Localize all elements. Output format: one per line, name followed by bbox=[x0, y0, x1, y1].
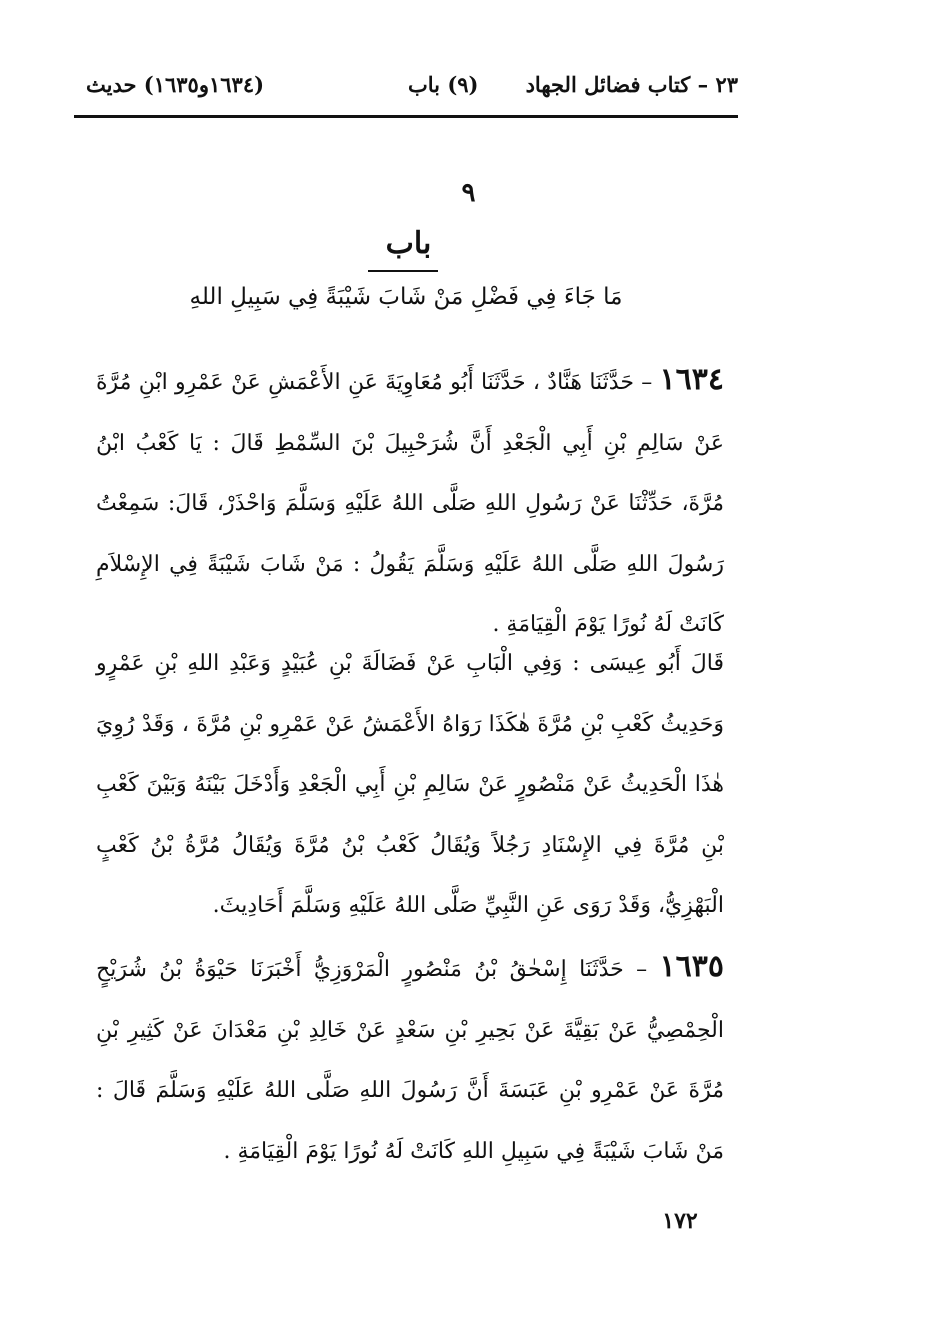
chapter-number: ٩ bbox=[461, 178, 476, 208]
commentary-text: قَالَ أَبُو عِيسَى : وَفِي الْبَابِ عَنْ فَضَالَةَ بْنِ عُبَيْدٍ وَعَبْدِ اللهِ بْنِ عَمْرٍو وَحَدِيثُ كَعْبِ بْنِ مُرَّةَ هٰكَذَا رَوَاهُ الأَعْمَشُ عَنْ عَمْرِو بْنِ مُرَّةَ ، وَقَدْ رُوِيَ هٰذَا الْحَدِيثُ عَنْ مَنْصُورٍ عَنْ سَالِمِ بْنِ أَبِي الْجَعْدِ وَأَدْخَلَ بَيْنَهُ وَبَيْنَ كَعْبِ بْنِ مُرَّةَ فِي الإِسْنَادِ رَجُلاً وَيُقَالُ كَعْبُ بْنُ مُرَّةَ وَيُقَالُ مُرَّةُ بْنُ كَعْبٍ الْبَهْزِيُّ، وَقَدْ رَوَى عَنِ النَّبِيِّ صَلَّى اللهُ عَلَيْهِ وَسَلَّمَ أَحَادِيثَ. bbox=[96, 651, 724, 918]
page-number: ١٧٢ bbox=[662, 1208, 698, 1234]
hadith-1635-text: – حَدَّثَنَا إِسْحٰقُ بْنُ مَنْصُورٍ الْمَرْوَزِيُّ أَخْبَرَنَا حَيْوَةُ بْنُ شُرَيْحٍ الْحِمْصِيُّ عَنْ بَقِيَّةَ عَنْ بَحِيرِ بْنِ سَعْدٍ عَنْ خَالِدِ بْنِ مَعْدَانَ عَنْ كَثِيرِ بْنِ مُرَّةَ عَنْ عَمْرِو بْنِ عَبَسَةَ أَنَّ رَسُولَ اللهِ صَلَّى اللهُ عَلَيْهِ وَسَلَّمَ قَالَ : مَنْ شَابَ شَيْبَةً فِي سَبِيلِ اللهِ كَانَتْ لَهُ نُورًا يَوْمَ الْقِيَامَةِ . bbox=[96, 957, 724, 1164]
hadith-1634-paragraph bbox=[96, 350, 724, 656]
header-rule bbox=[74, 115, 738, 118]
chapter-underline bbox=[368, 270, 438, 272]
running-header bbox=[78, 70, 738, 110]
commentary-paragraph bbox=[96, 634, 724, 937]
hadith-range: (١٦٣٤و١٦٣٥) حديث bbox=[86, 72, 265, 97]
hadith-1634-text: – حَدَّثَنَا هَنَّادٌ ، حَدَّثَنَا أَبُو مُعَاوِيَةَ عَنِ الأَعْمَشِ عَنْ عَمْرِو ابْنِ مُرَّةَ عَنْ سَالِمِ بْنِ أَبِي الْجَعْدِ أَنَّ شُرَحْبِيلَ بْنَ السِّمْطِ قَالَ : يَا كَعْبُ ابْنُ مُرَّةَ، حَدِّثْنَا عَنْ رَسُولِ اللهِ صَلَّى اللهُ عَلَيْهِ وَسَلَّمَ وَاحْذَرْ، قَالَ: سَمِعْتُ رَسُولَ اللهِ صَلَّى اللهُ عَلَيْهِ وَسَلَّمَ يَقُولُ : مَنْ شَابَ شَيْبَةً فِي الإِسْلاَمِ كَانَتْ لَهُ نُورًا يَوْمَ الْقِيَامَةِ . bbox=[96, 370, 724, 637]
hadith-1635-paragraph bbox=[96, 937, 724, 1182]
book-title: ٢٣ – كتاب فضائل الجهاد bbox=[525, 72, 738, 97]
hadith-1635-number: ١٦٣٥ bbox=[659, 949, 724, 984]
chapter-reference: (٩) باب bbox=[408, 72, 479, 97]
chapter-label: باب bbox=[385, 226, 432, 261]
hadith-1634-number: ١٦٣٤ bbox=[659, 362, 724, 397]
chapter-title: مَا جَاءَ فِي فَضْلِ مَنْ شَابَ شَيْبَةً فِي سَبِيلِ اللهِ bbox=[189, 284, 623, 310]
